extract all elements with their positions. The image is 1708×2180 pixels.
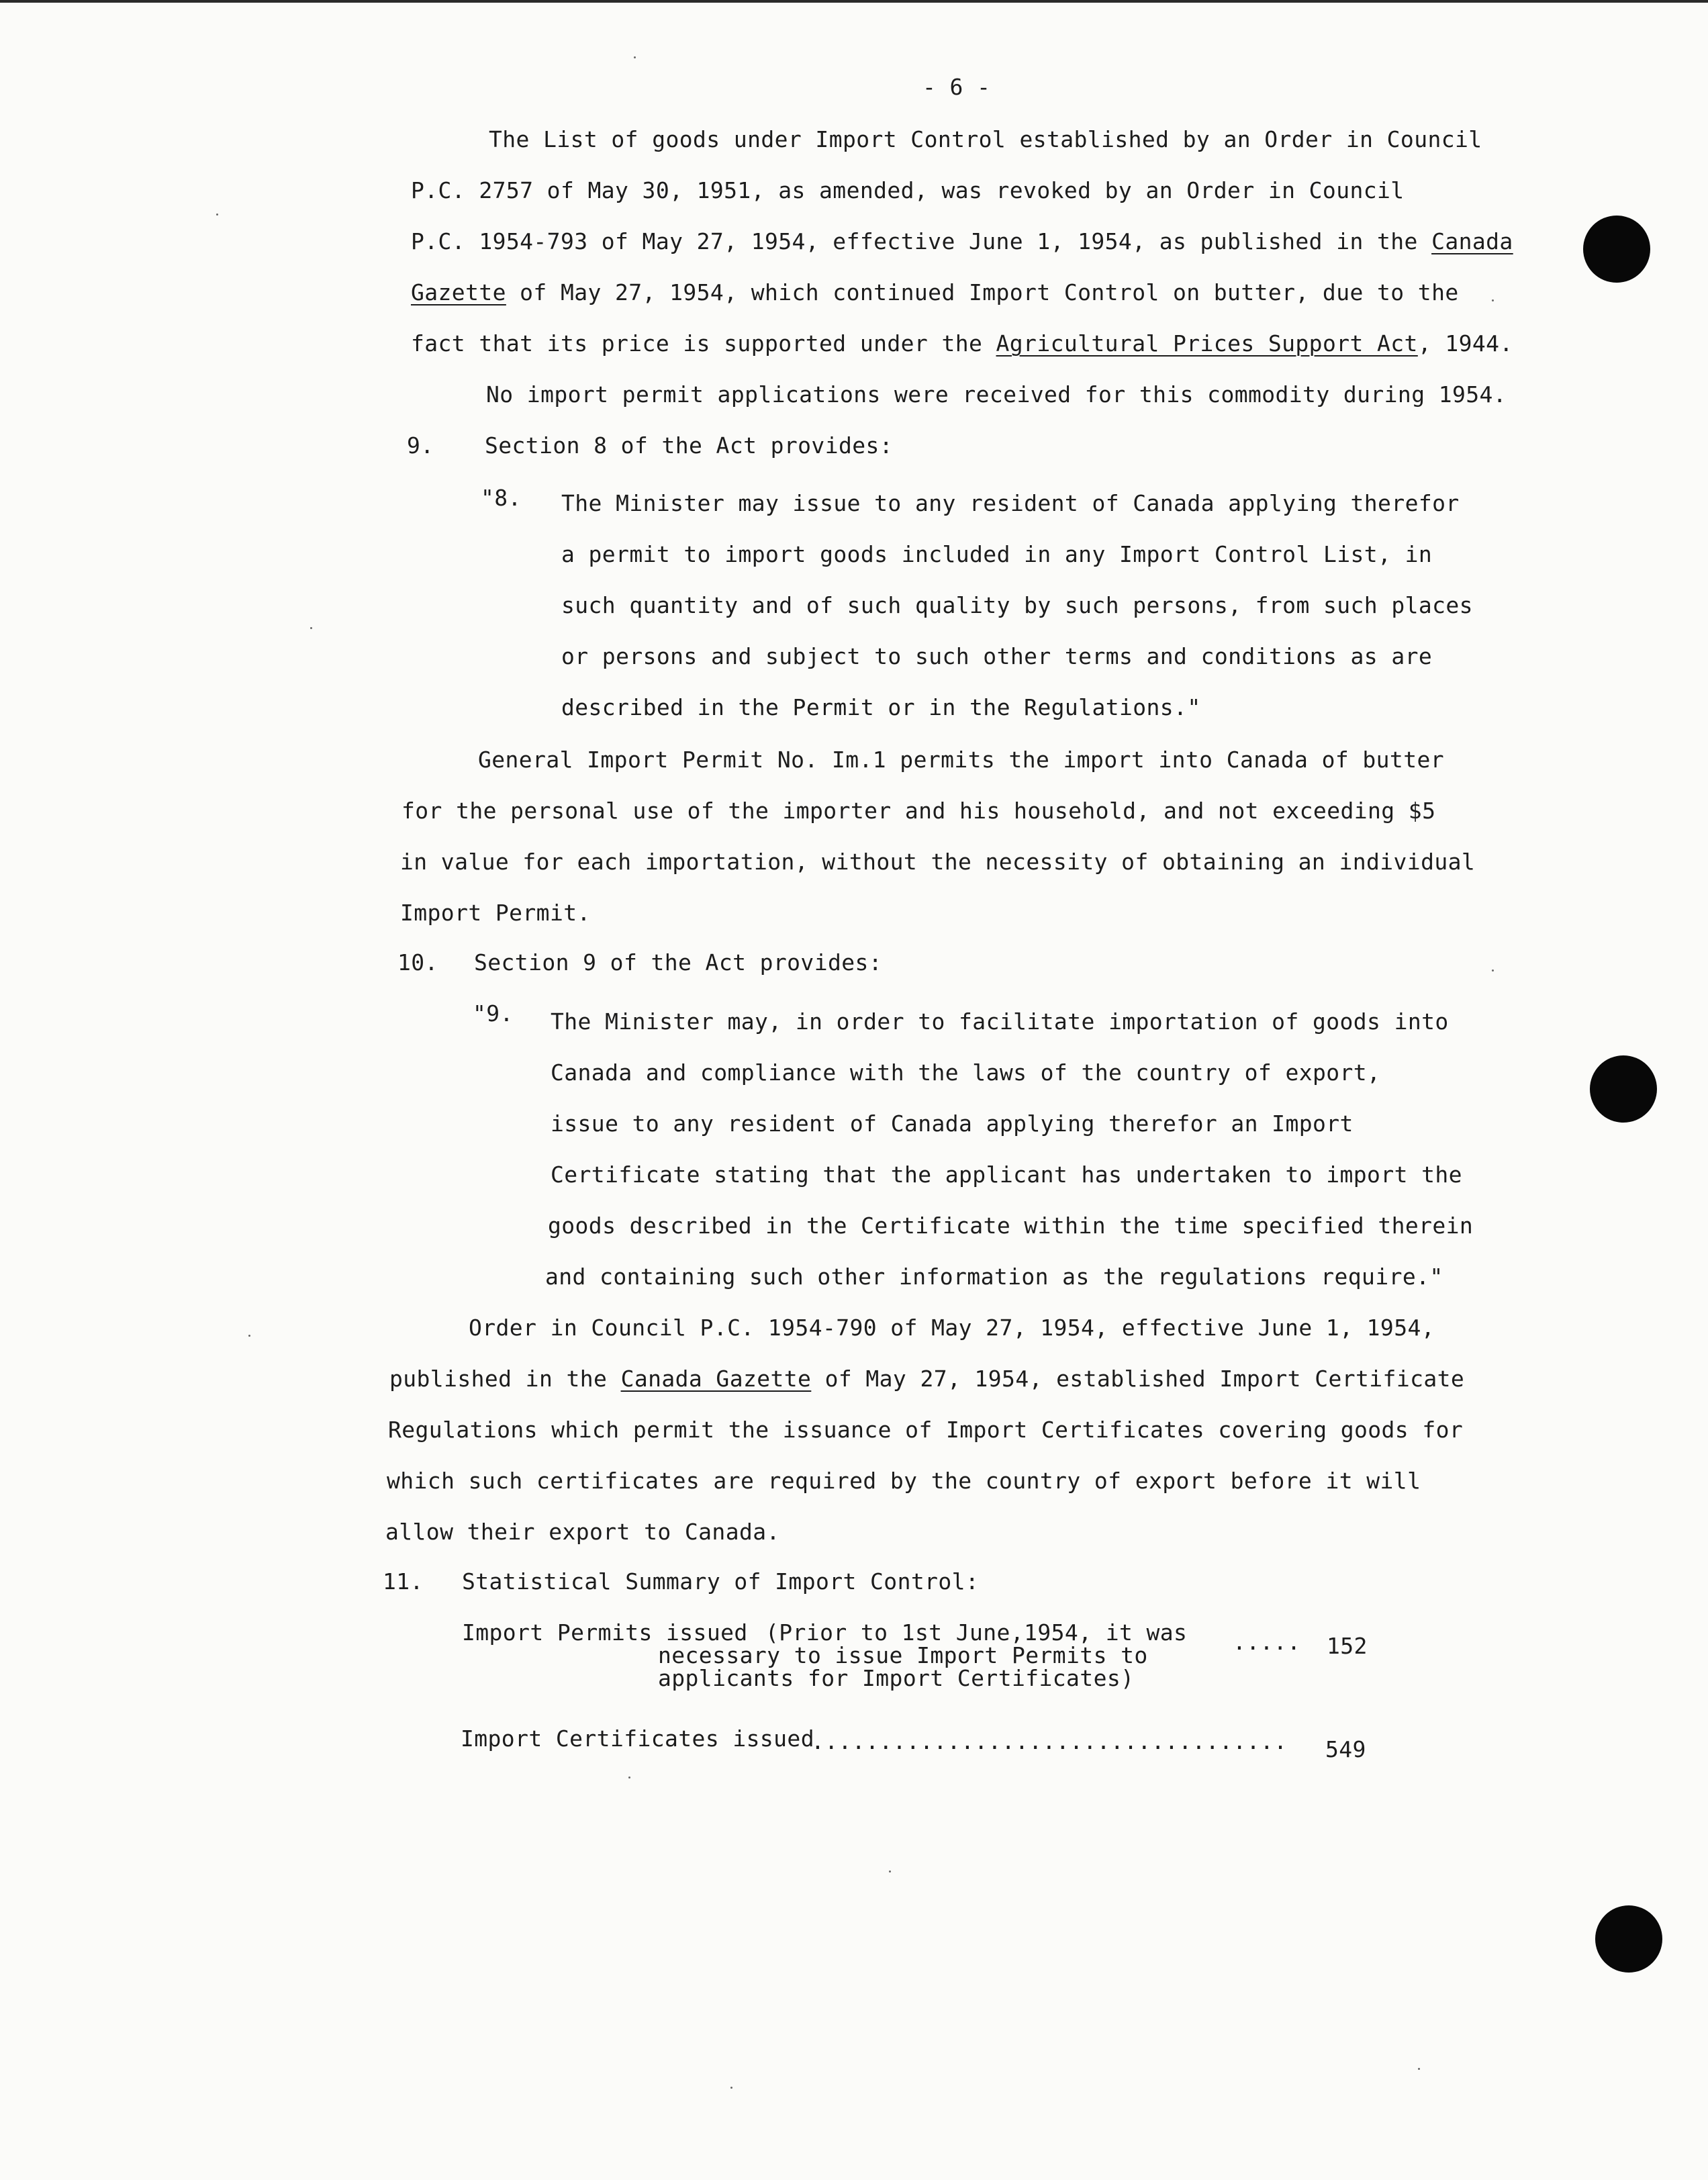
canada-gazette-ref: Canada xyxy=(1431,228,1513,254)
para1-line: Gazette of May 27, 1954, which continued Import Control on butter, due to the xyxy=(411,279,1459,305)
punch-hole-bottom xyxy=(1595,1905,1662,1973)
scan-speck xyxy=(889,1870,891,1873)
stat-row-note: necessary to issue Import Permits to xyxy=(658,1642,1148,1668)
quote-line: goods described in the Certificate within the time specified therein xyxy=(548,1213,1474,1239)
scan-speck xyxy=(1492,969,1494,971)
para-line: Import Permit. xyxy=(400,900,591,926)
section-heading: Section 8 of the Act provides: xyxy=(485,432,894,459)
stat-row-label: Import Certificates issued xyxy=(461,1725,814,1752)
scan-speck xyxy=(1418,2068,1420,2070)
stat-leader: ..... xyxy=(1233,1629,1301,1655)
quote-line: such quantity and of such quality by such persons, from such places xyxy=(561,592,1473,618)
para-line: in value for each importation, without the necessity of obtaining an individual xyxy=(400,849,1476,875)
quote-line: issue to any resident of Canada applying therefor an Import xyxy=(551,1110,1354,1137)
para1-line: fact that its price is supported under the Agricultural Prices Support Act, 1944. xyxy=(411,330,1513,357)
section-number: 10. xyxy=(397,949,438,976)
section-number: 11. xyxy=(383,1568,424,1595)
para1-line: P.C. 1954-793 of May 27, 1954, effective June 1, 1954, as published in the Canada xyxy=(411,228,1513,254)
stat-value: 152 xyxy=(1327,1633,1368,1659)
quote-line: Certificate stating that the applicant has undertaken to import the xyxy=(551,1162,1462,1188)
quote-line: described in the Permit or in the Regulations." xyxy=(561,694,1201,720)
scan-speck xyxy=(216,214,218,216)
para1-line: The List of goods under Import Control established by an Order in Council xyxy=(489,126,1482,152)
para-line: allow their export to Canada. xyxy=(385,1519,780,1545)
para1-line: No import permit applications were received for this commodity during 1954. xyxy=(486,381,1507,408)
para1-line: P.C. 2757 of May 30, 1951, as amended, was revoked by an Order in Council xyxy=(411,177,1405,203)
quote-line: a permit to import goods included in any Import Control List, in xyxy=(561,541,1433,567)
stat-value: 549 xyxy=(1325,1736,1366,1762)
scan-speck xyxy=(1492,299,1494,301)
quote-number: "9. xyxy=(473,1000,514,1027)
canada-gazette-ref: Gazette xyxy=(411,279,506,305)
quote-number: "8. xyxy=(481,485,522,511)
para-line: Regulations which permit the issuance of Import Certificates covering goods for xyxy=(388,1417,1464,1443)
canada-gazette-ref: Canada Gazette xyxy=(620,1366,812,1392)
page-number: - 6 - xyxy=(922,74,991,100)
para-line: for the personal use of the importer and his household, and not exceeding $5 xyxy=(401,798,1436,824)
section-number: 9. xyxy=(407,432,434,459)
punch-hole-middle xyxy=(1590,1055,1657,1123)
para-line: which such certificates are required by the country of export before it will xyxy=(387,1468,1421,1494)
scan-speck xyxy=(248,1335,250,1337)
scan-speck xyxy=(628,1776,630,1779)
stat-row-note: applicants for Import Certificates) xyxy=(658,1665,1135,1691)
stat-row-label: Import Permits issued xyxy=(462,1619,748,1646)
section-heading: Section 9 of the Act provides: xyxy=(474,949,883,976)
scan-speck xyxy=(310,627,312,629)
punch-hole-top xyxy=(1583,216,1650,283)
quote-line: The Minister may issue to any resident of Canada applying therefor xyxy=(561,490,1460,516)
quote-line: and containing such other information as the regulations require." xyxy=(545,1264,1443,1290)
section-heading: Statistical Summary of Import Control: xyxy=(462,1568,980,1595)
stat-row-note: (Prior to 1st June,1954, it was xyxy=(765,1619,1188,1646)
para-line: Order in Council P.C. 1954-790 of May 27, 1954, effective June 1, 1954, xyxy=(469,1315,1435,1341)
stat-leader: ................................... xyxy=(811,1728,1288,1754)
para-line: published in the Canada Gazette of May 27, 1954, established Import Certificate xyxy=(389,1366,1465,1392)
scan-speck xyxy=(730,2087,732,2089)
quote-line: Canada and compliance with the laws of the country of export, xyxy=(551,1059,1381,1086)
scan-speck xyxy=(634,56,636,58)
quote-line: The Minister may, in order to facilitate importation of goods into xyxy=(551,1008,1449,1035)
quote-line: or persons and subject to such other terms and conditions as are xyxy=(561,643,1433,669)
act-title-ref: Agricultural Prices Support Act xyxy=(996,330,1418,357)
para-line: General Import Permit No. Im.1 permits the import into Canada of butter xyxy=(478,747,1445,773)
page-top-edge xyxy=(0,0,1708,3)
